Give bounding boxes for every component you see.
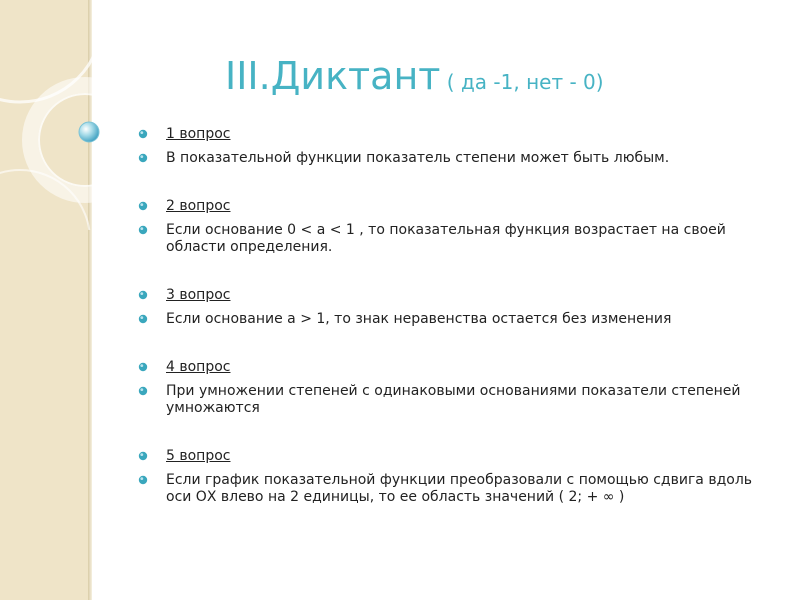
page-title	[225, 54, 604, 98]
bullet-icon	[138, 451, 148, 461]
question-statement-text: При умножении степеней с одинаковыми основаниями показатели степеней умножаются	[166, 383, 741, 416]
question-label	[138, 287, 758, 304]
question-label	[138, 448, 758, 465]
questions-list	[138, 126, 758, 506]
question-statement	[138, 311, 758, 328]
bullet-icon	[138, 290, 148, 300]
bullet-icon	[138, 362, 148, 372]
question-label	[138, 198, 758, 215]
bullet-icon	[138, 314, 148, 324]
question-label-text: 2 вопрос	[166, 198, 231, 214]
bubble-icon	[79, 122, 99, 142]
bullet-icon	[138, 129, 148, 139]
bullet-icon	[138, 201, 148, 211]
title-scoring: ( да -1, нет - 0)	[440, 70, 604, 94]
question-statement-text: Если основание 0 < a < 1 , то показательная функция возрастает на своей области определения.	[166, 222, 726, 255]
bullet-icon	[138, 475, 148, 485]
question-label-text: 1 вопрос	[166, 126, 231, 142]
title-main: III.Диктант	[225, 54, 441, 98]
bullet-icon	[138, 153, 148, 163]
question-label	[138, 126, 758, 143]
question-label	[138, 359, 758, 376]
bullet-icon	[138, 386, 148, 396]
bullet-icon	[138, 225, 148, 235]
question-statement-text: Если график показательной функции преобразовали с помощью сдвига вдоль оси ОХ влево на 2 единицы, то ее область значений ( 2; + ∞ )	[166, 472, 753, 505]
question-label-text: 5 вопрос	[166, 448, 231, 464]
question-statement	[138, 383, 758, 417]
question-statement-text: В показательной функции показатель степени может быть любым.	[166, 150, 670, 166]
question-statement	[138, 472, 758, 506]
decorative-circles	[0, 0, 140, 230]
question-statement-text: Если основание a > 1, то знак неравенства остается без изменения	[166, 311, 672, 327]
question-label-text: 3 вопрос	[166, 287, 231, 303]
question-label-text: 4 вопрос	[166, 359, 231, 375]
question-statement	[138, 222, 758, 256]
question-statement	[138, 150, 758, 167]
